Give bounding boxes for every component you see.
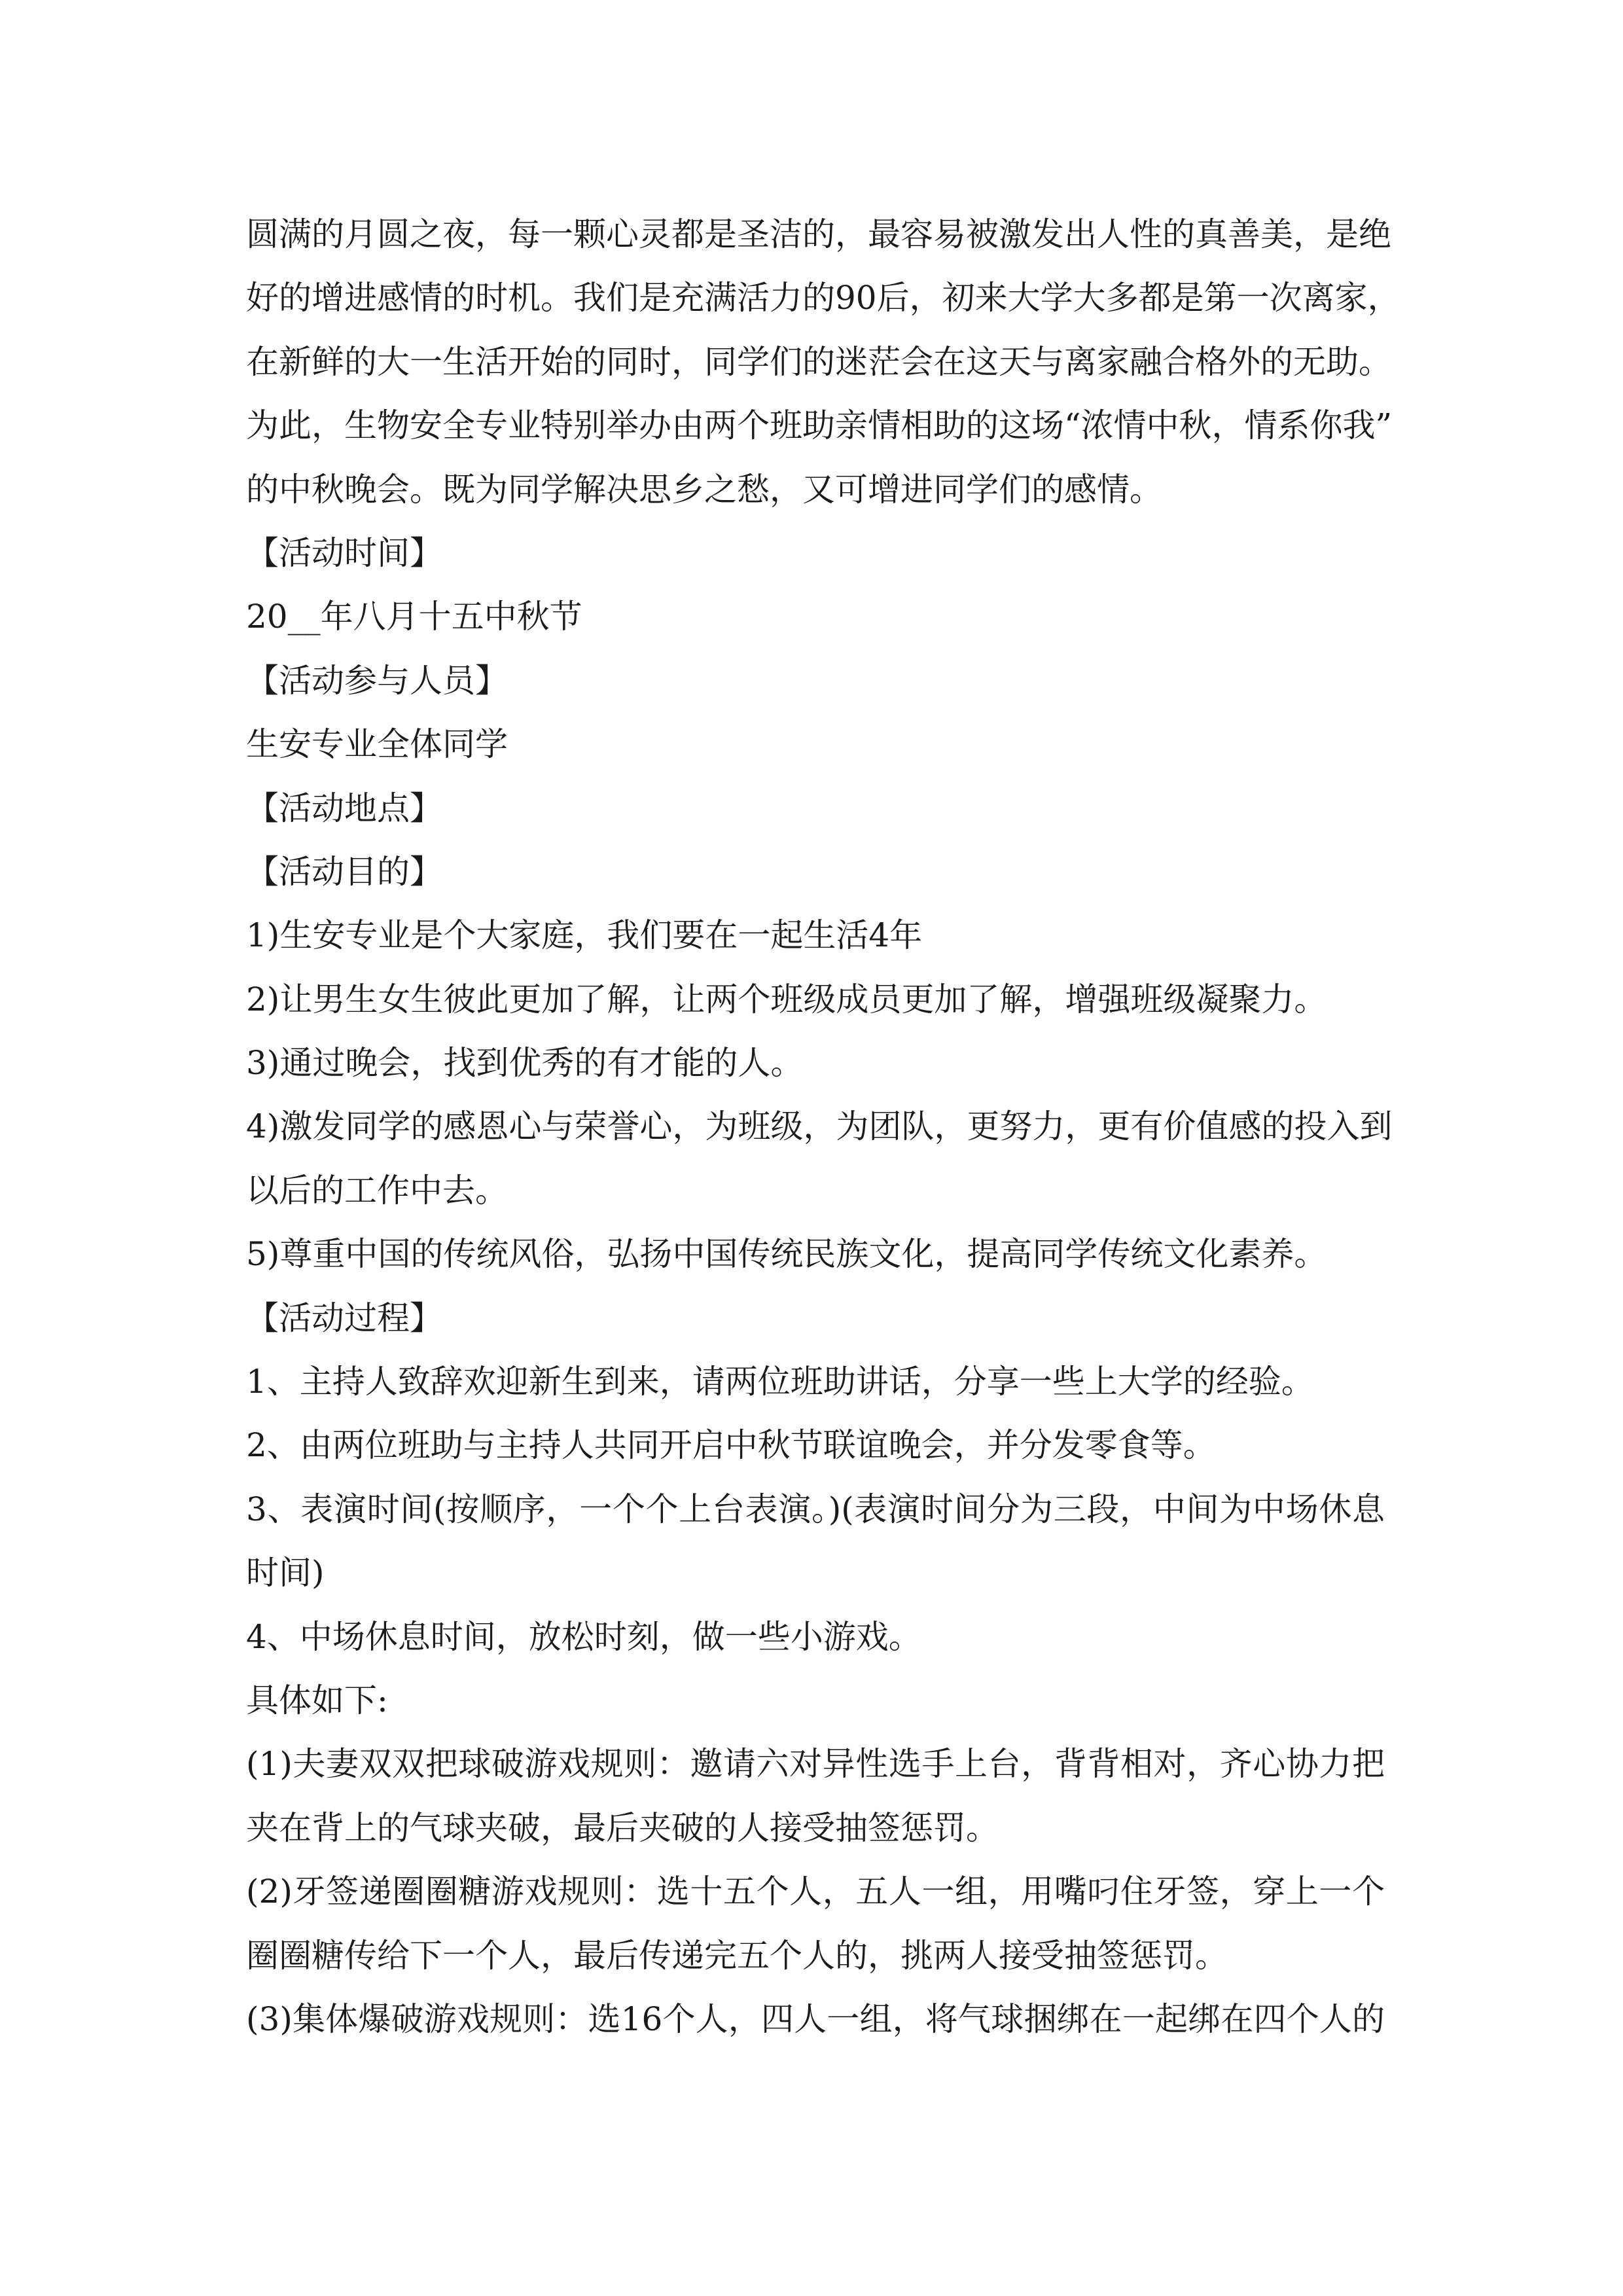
list-item: 5)尊重中国的传统风俗，弘扬中国传统民族文化，提高同学传统文化素养。 [246, 1235, 1327, 1274]
list-item: (1)夫妻双双把球破游戏规则：邀请六对异性选手上台，背背相对，齐心协力把 [246, 1745, 1385, 1784]
list-item: 2、由两位班助与主持人共同开启中秋节联谊晚会，并分发零食等。 [246, 1426, 1216, 1465]
section-heading: 【活动时间】 [246, 533, 442, 572]
list-item: 1、主持人致辞欢迎新生到来，请两位班助讲话，分享一些上大学的经验。 [246, 1363, 1314, 1401]
paragraph-line: 的中秋晚会。既为同学解决思乡之愁，又可增进同学们的感情。 [246, 470, 1162, 509]
text-line: 具体如下: [246, 1681, 388, 1719]
list-item-continuation: 以后的工作中去。 [246, 1171, 508, 1210]
paragraph-line: 好的增进感情的时机。我们是充满活力的90后，初来大学大多都是第一次离家， [246, 279, 1400, 317]
list-item-continuation: 圈圈糖传给下一个人，最后传递完五个人的，挑两人接受抽签惩罚。 [246, 1936, 1228, 1975]
list-item: 1)生安专业是个大家庭，我们要在一起生活4年 [246, 916, 923, 955]
list-item: (2)牙签递圈圈糖游戏规则：选十五个人，五人一组，用嘴叼住牙签，穿上一个 [246, 1873, 1385, 1911]
list-item: 3、表演时间(按顺序，一个个上台表演。)(表演时间分为三段，中间为中场休息 [246, 1490, 1385, 1528]
list-item: 2)让男生女生彼此更加了解，让两个班级成员更加了解，增强班级凝聚力。 [246, 980, 1327, 1018]
text-line: 生安专业全体同学 [246, 725, 508, 764]
list-item-continuation: 时间) [246, 1554, 325, 1592]
list-item: 3)通过晚会，找到优秀的有才能的人。 [246, 1044, 804, 1083]
text-line: 20__年八月十五中秋节 [246, 598, 582, 636]
section-heading: 【活动参与人员】 [246, 661, 508, 700]
list-item: 4、中场休息时间，放松时刻，做一些小游戏。 [246, 1617, 921, 1656]
paragraph-line: 为此，生物安全专业特别举办由两个班助亲情相助的这场“浓情中秋，情系你我” [246, 406, 1393, 445]
list-item: 4)激发同学的感恩心与荣誉心，为班级，为团队，更努力，更有价值感的投入到 [246, 1107, 1393, 1146]
paragraph-line: 圆满的月圆之夜，每一颗心灵都是圣洁的，最容易被激发出人性的真善美，是绝 [246, 215, 1391, 253]
section-heading: 【活动过程】 [246, 1299, 442, 1337]
list-item: (3)集体爆破游戏规则：选16个人，四人一组，将气球捆绑在一起绑在四个人的 [246, 2000, 1385, 2038]
document-body [246, 203, 1400, 2051]
list-item-continuation: 夹在背上的气球夹破，最后夹破的人接受抽签惩罚。 [246, 1808, 999, 1847]
paragraph-line: 在新鲜的大一生活开始的同时，同学们的迷茫会在这天与离家融合格外的无助。 [246, 342, 1391, 381]
section-heading: 【活动地点】 [246, 789, 442, 827]
section-heading: 【活动目的】 [246, 852, 442, 891]
